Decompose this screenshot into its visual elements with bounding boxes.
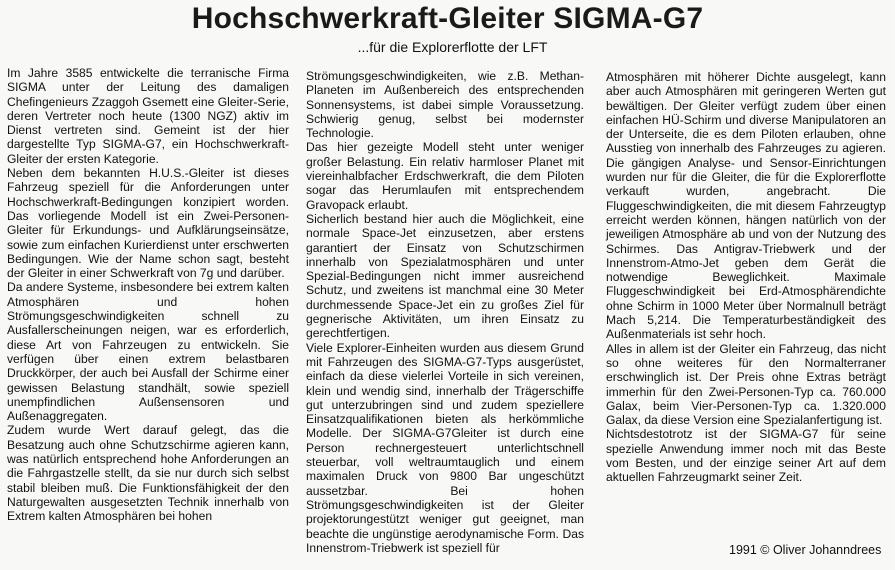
page-subtitle: ...für die Explorerflotte der LFT <box>357 39 548 55</box>
text-column-1 <box>7 66 289 524</box>
paragraph: Neben dem bekannten H.U.S.-Gleiter ist dieses Fahrzeug speziell für die Anforderungen unter Hochschwerkraft-Bedingungen konzipiert worden. Das vorliegende Modell ist ein Zwei-Personen-Gleiter für Erkundungs- und Aufklärungseinsätze, sowie zum einfachen Kurierdienst unter erschwerten Bedingungen. Wie der Name schon sagt, besteht der Gleiter in einer Schwerkraft von 7g und darüber. <box>7 166 289 281</box>
text-column-3 <box>606 70 886 485</box>
paragraph: Im Jahre 3585 entwickelte die terranische Firma SIGMA unter der Leitung des damaligen Chefingenieurs Zzaggoh Gsemett eine Gleiter-Serie, deren Vertreter noch heute (1300 NGZ) aktiv im Dienst vertreten sind. Gemeint ist der hier dargestellte Typ SIGMA-G7, ein Hochschwerkraft-Gleiter der ersten Kategorie. <box>7 66 289 166</box>
paragraph: Zudem wurde Wert darauf gelegt, das die Besatzung auch ohne Schutzschirme agieren kann, was natürlich entsprechend hohe Anforderungen an die Fahrgastzelle stellt, da sie nur durch sich selbst stabil bleiben muß. Die Funktionsfähigkeit der den Naturgewalten ausgesetzten Technik innerhalb von Extrem kalten Atmosphären bei hohen <box>7 423 289 524</box>
copyright-footer: 1991 © Oliver Johanndrees <box>729 543 882 557</box>
paragraph: Atmosphären mit höherer Dichte ausgelegt, kann aber auch Atmosphären mit geringeren Werten gut bewältigen. Der Gleiter verfügt zudem über einen einfachen HÜ-Schirm und diverse Manipulatoren an der Unterseite, die es dem Piloten erlauben, ohne Ausstieg von innerhalb des Fahrzeuges zu agieren. Die gängigen Analyse- und Sensor-Einrichtungen wurden nur für die Gleiter, die für die Explorerflotte verkauft wurden, angebracht. Die Fluggeschwindigkeiten, die mit diesem Fahrzeugtyp erreicht werden können, hängen natürlich von der jeweiligen Atmosphäre ab und von der Nutzung des Schirmes. Das Antigrav-Triebwerk und der Innenstrom-Atmo-Jet geben dem Gerät die notwendige Beweglichkeit. Maximale Fluggeschwindigkeit bei Erd-Atmosphärendichte ohne Schirm in 1000 Meter über Normalnull beträgt Mach 5,214. Die Temperaturbeständigkeit des Außenmaterials ist sehr hoch. <box>606 70 886 342</box>
paragraph: Viele Explorer-Einheiten wurden aus diesem Grund mit Fahrzeugen des SIGMA-G7-Typs ausgerüstet, einfach da diese vielerlei Vorteile in sich vereinen, klein und wendig sind, innerhalb der Trägerschiffe gut unterzubringen sind und zudem speziellere Einsatzqualifikationen bieten als herkömmliche Modelle. Der SIGMA-G7Gleiter ist durch eine Person rechnergesteuert unterlichtschnell steuerbar, voll weltraumtauglich und einem maximalen Druck von 9800 Bar ungeschützt aussetzbar. Bei hohen Strömungsgeschwindigkeiten ist der Gleiter projektorungestützt weniger gut geeignet, man beachte die ungünstige aerodynamische Form. Das Innenstrom-Triebwerk ist speziell für <box>306 340 584 555</box>
paragraph: Sicherlich bestand hier auch die Möglichkeit, eine normale Space-Jet einzusetzen, aber erstens garantiert der Einsatz von Schutzschirmen innerhalb von Spezialatmosphären und unter Spezial-Bedingungen nicht immer ausreichend Schutz, und zweitens ist manchmal eine 30 Meter durchmessende Space-Jet ein zu großes Ziel für gegnerische Aktivitäten, um ihren Einsatz zu gerechtfertigen. <box>306 211 584 341</box>
paragraph: Da andere Systeme, insbesondere bei extrem kalten Atmosphären und hohen Strömungsgeschwindigkeiten schnell zu Ausfallerscheinungen neigen, war es erforderlich, diese Art von Fahrzeugen zu entwickeln. Sie verfügen über einen extrem belastbaren Druckkörper, der auch bei Ausfall der Schirme einer gewissen Belastung standhält, sowie speziell unempfindlichen Außensensoren und Außenaggregaten. <box>7 280 289 424</box>
text-column-2 <box>306 69 584 555</box>
paragraph: Das hier gezeigte Modell steht unter weniger großer Belastung. Ein relativ harmloser Planet mit viereinhalbfacher Erdschwerkraft, die dem Piloten sogar das Herumlaufen mit entsprechendem Gravopack erlaubt. <box>306 140 584 212</box>
page-title: Hochschwerkraft-Gleiter SIGMA-G7 <box>191 2 704 35</box>
paragraph: Nichtsdestotrotz ist der SIGMA-G7 für seine spezielle Anwendung immer noch mit das Beste vom Besten, und der einzige seiner Art auf dem aktuellen Fahrzeugmarkt seiner Zeit. <box>606 427 886 485</box>
paragraph: Strömungsgeschwindigkeiten, wie z.B. Methan-Planeten im Außenbereich des entsprechenden Sonnensystems, ist dabei simple Voraussetzung. Schwierig genug, selbst bei modernster Technologie. <box>306 69 584 141</box>
paragraph: Alles in allem ist der Gleiter ein Fahrzeug, das nicht so ohne weiteres für den Normalterraner erschwinglich ist. Der Preis ohne Extras beträgt immerhin für den Zwei-Personen-Typ ca. 760.000 Galax, beim Vier-Personen-Typ ca. 1.320.000 Galax, da diese Version eine Spezialanfertigung ist. <box>606 341 886 428</box>
